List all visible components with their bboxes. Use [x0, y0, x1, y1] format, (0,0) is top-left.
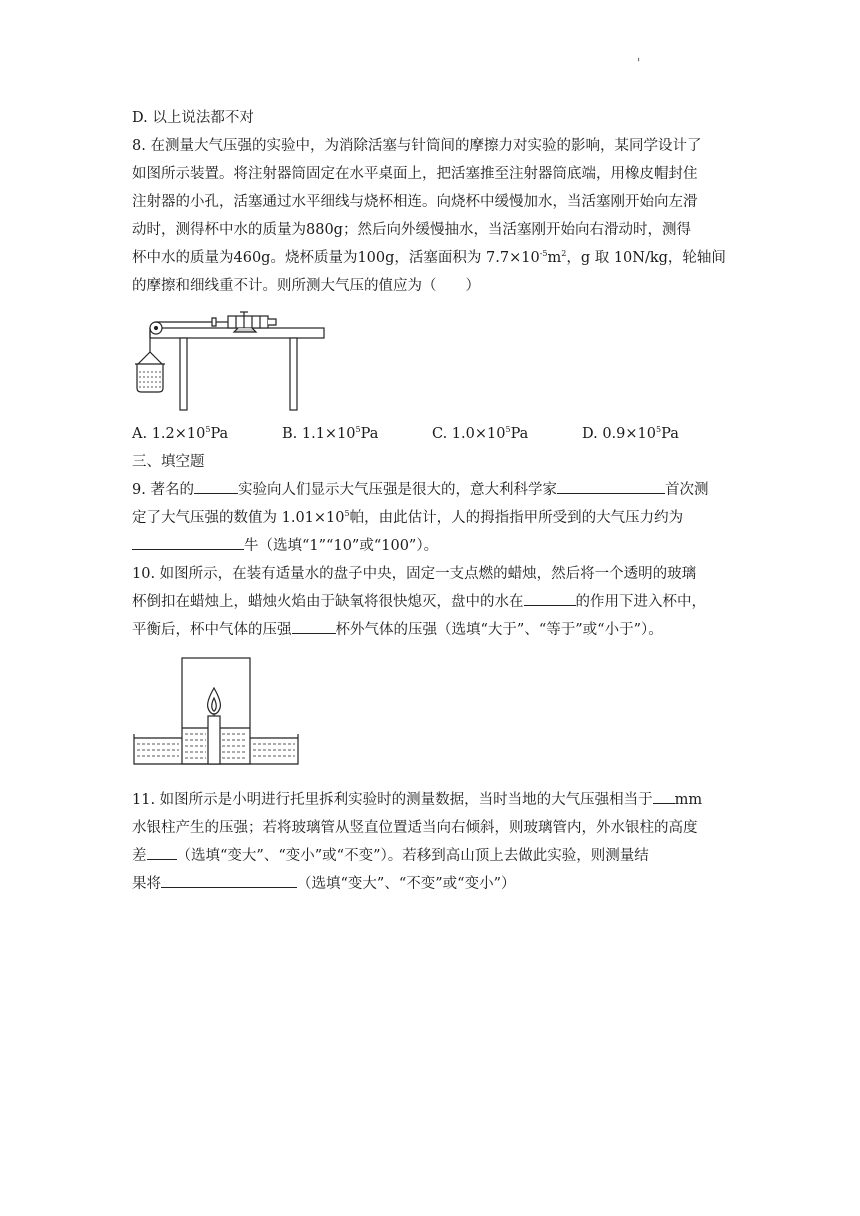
q9-line-1: 9. 著名的 实验向人们显示大气压强是很大的，意大利科学家 首次测 [132, 476, 800, 504]
q11-blank-result[interactable] [161, 871, 297, 888]
q8-line-1: 8. 在测量大气压强的实验中，为消除活塞与针筒间的摩擦力对实验的影响，某同学设计了 [132, 138, 702, 154]
question-10 [132, 560, 800, 770]
q8-option-a: A. $1.2\times 10^5Pa$ [132, 425, 229, 442]
q8-line-5-text-c: ，g 取 10N/kg，轮轴间 [566, 250, 726, 266]
question-9 [132, 476, 800, 560]
q10-blank-cause[interactable] [524, 589, 576, 606]
q11-blank-height-diff[interactable] [147, 843, 177, 860]
q8-line-4: 动时，测得杯中水的质量为880g；然后向外缓慢抽水，当活塞刚开始向右滑动时，测得 [132, 222, 691, 238]
q8-line-6: 的摩擦和细线重不计。则所测大气压的值应为（ ） [132, 278, 480, 294]
pulley-axle [155, 327, 158, 330]
q9-blank-experiment[interactable] [194, 477, 238, 494]
q8-option-d: D. $0.9\times 10^5Pa$ [582, 425, 679, 442]
q7-option-d: D. 以上说法都不对 [132, 110, 254, 126]
q10-blank-compare[interactable] [292, 617, 336, 634]
q8-exponent-area: -5 [539, 249, 548, 258]
q11-line-2: 水银柱产生的压强；若将玻璃管从竖直位置适当向右倾斜，则玻璃管内，外水银柱的高度 [132, 820, 698, 836]
question-11 [132, 786, 800, 898]
q8-exponent-m2: 2 [561, 249, 567, 258]
q9-line-2: 定了大气压强的数值为 $1.01\times 10^5$帕，由此估计，人的拇指指甲所受到的大气压力约为 [132, 509, 684, 526]
candle-cup-figure [132, 654, 302, 770]
q11-line-1: 11. 如图所示是小明进行托里拆利实验时的测量数据，当时当地的大气压强相当于 mm [132, 786, 800, 814]
syringe-plunger [212, 318, 216, 326]
q10-line-2: 杯倒扣在蜡烛上，蜡烛火焰由于缺氧将很快熄灭，盘中的水在 的作用下进入杯中， [132, 588, 800, 616]
q9-blank-scientist[interactable] [557, 477, 665, 494]
q9-line-3: 牛（选填“1”“10”或“100”）。 [132, 532, 800, 560]
q11-line-3: 差 （选填“变大”、“变小”或“不变”）。若移到高山顶上去做此实验，则测量结 [132, 842, 800, 870]
section-3-title: 三、填空题 [132, 454, 205, 470]
q10-line-1: 10. 如图所示，在装有适量水的盘子中央，固定一支点燃的蜡烛，然后将一个透明的玻璃 [132, 566, 697, 582]
q11-blank-mm[interactable] [653, 787, 675, 804]
syringe-apparatus-figure [132, 304, 332, 416]
q8-line-5-text-a: 杯中水的质量为460g。烧杯质量为100g，活塞面积为 7.7×10 [132, 250, 540, 266]
syringe-clamp [234, 328, 256, 332]
q11-line-4: 果将 （选填“变大”、“不变”或“变小”） [132, 870, 800, 898]
q8-option-b: B. $1.1\times 10^5Pa$ [282, 425, 379, 442]
table-leg-right [290, 338, 297, 410]
q9-blank-force[interactable] [132, 533, 244, 550]
syringe-barrel [228, 316, 268, 328]
candle [208, 716, 220, 764]
beaker [137, 364, 163, 392]
table-leg-left [180, 338, 187, 410]
q8-options [132, 420, 800, 448]
question-8 [132, 132, 800, 448]
q8-line-3: 注射器的小孔，活塞通过水平细线与烧杯相连。向烧杯中缓慢加水，当活塞刚开始向左滑 [132, 194, 698, 210]
syringe-tip [268, 319, 276, 325]
q8-line-5 [132, 244, 800, 272]
q8-line-5-unit: m [547, 250, 562, 266]
q8-option-c: C. $1.0\times 10^5Pa$ [432, 425, 529, 442]
q10-line-3: 平衡后，杯中气体的压强 杯外气体的压强（选填“大于”、“等于”或“小于”）。 [132, 616, 800, 644]
page-mark: ' [637, 56, 641, 70]
exam-page [132, 104, 800, 898]
q8-line-2: 如图所示装置。将注射器筒固定在水平桌面上，把活塞推至注射器筒底端，用橡皮帽封住 [132, 166, 698, 182]
